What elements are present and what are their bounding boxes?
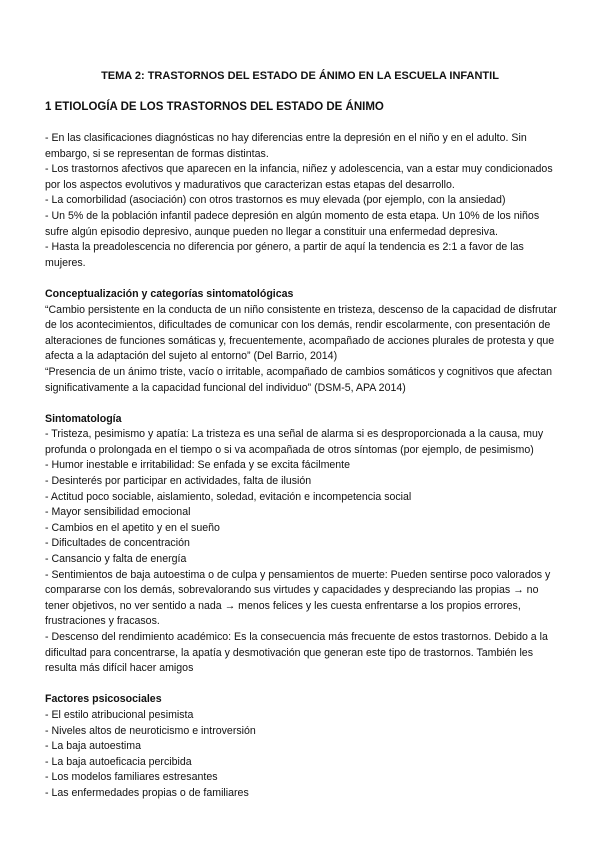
list-item: - Cansancio y falta de energía	[45, 553, 187, 566]
list-item: - Las enfermedades propias o de familiares	[45, 786, 249, 799]
list-item: - Actitud poco sociable, aislamiento, soledad, evitación e incompetencia social	[45, 490, 412, 503]
list-item: - Humor inestable e irritabilidad: Se enfada y se excita fácilmente	[45, 459, 351, 472]
list-item: - Desinterés por participar en actividades, falta de ilusión	[45, 475, 312, 488]
spacer	[45, 677, 560, 693]
list-item: - Los modelos familiares estresantes	[45, 771, 218, 784]
paragraph: - En las clasificaciones diagnósticas no hay diferencias entre la depresión en el niño y en el adulto. Sin embargo, si se representan de formas distintas.	[45, 132, 527, 160]
document-body	[45, 131, 560, 802]
quote-paragraph: “Presencia de un ánimo triste, vacío o irritable, acompañado de cambios somáticos y cognitivos que afectan significativamente a la capacidad funcional del individuo” (DSM-5, APA 2014)	[45, 365, 552, 394]
spacer	[45, 271, 560, 287]
section-heading-factores: Factores psicosociales	[45, 693, 162, 706]
list-item: - Cambios en el apetito y en el sueño	[45, 521, 220, 534]
list-item: - Dificultades de concentración	[45, 537, 190, 550]
section-heading-conceptualizacion: Conceptualización y categorías sintomatológicas	[45, 287, 294, 300]
paragraph: - La comorbilidad (asociación) con otros trastornos es muy elevada (por ejemplo, con la ansiedad)	[45, 194, 506, 207]
list-item: - Sentimientos de baja autoestima o de culpa y pensamientos de muerte: Pueden sentirse poco valorados y compararse con los demás, sobrevalorando sus virtudes y capacidades y despreciando las propias → no tener objetivos, no ver sentido a nada → menos felices y les cuesta enfrentarse a los propios errores, frustraciones y fracasos.	[45, 568, 551, 628]
list-item: - El estilo atribucional pesimista	[45, 708, 194, 721]
paragraph: - Un 5% de la población infantil padece depresión en algún momento de esta etapa. Un 10% de los niños sufre algún episodio depresivo, aunque pueden no llegar a constituir una enfermedad depresiva.	[45, 209, 540, 238]
paragraph: - Los trastornos afectivos que aparecen en la infancia, niñez y adolescencia, van a estar muy condicionados por los aspectos evolutivos y madurativos que caracterizan estas etapas del desarrollo.	[45, 163, 553, 191]
list-item: - Niveles altos de neuroticismo e introversión	[45, 724, 256, 737]
paragraph: - Hasta la preadolescencia no diferencia por género, a partir de aquí la tendencia es 2:1 a favor de las mujeres.	[45, 241, 524, 269]
list-item: - Descenso del rendimiento académico: Es la consecuencia más frecuente de estos trastornos. Debido a la dificultad para concentrarse, la apatía y desmotivación que generan este tipo de trastornos. También les resulta más difícil hacer amigos	[45, 631, 548, 675]
section-heading-etiologia: 1 ETIOLOGÍA DE LOS TRASTORNOS DEL ESTADO DE ÁNIMO	[45, 101, 384, 113]
list-item: - La baja autoestima	[45, 740, 141, 753]
list-item: - Tristeza, pesimismo y apatía: La tristeza es una señal de alarma si es desproporcionada a la causa, muy profunda o prolongada en el tiempo o si va acompañada de otros síntomas (por ejemplo, de pesimismo)	[45, 428, 544, 456]
section-heading-sintomatologia: Sintomatología	[45, 412, 122, 425]
document-title: TEMA 2: TRASTORNOS DEL ESTADO DE ÁNIMO EN LA ESCUELA INFANTIL	[101, 70, 499, 82]
list-item: - Mayor sensibilidad emocional	[45, 506, 191, 519]
spacer	[45, 396, 560, 412]
quote-paragraph: “Cambio persistente en la conducta de un niño consistente en tristeza, descenso de la capacidad de disfrutar de los acontecimientos, dificultades de comunicar con los demás, rendir escolarmente, con presentación de alteraciones de funciones somáticas y, frecuentemente, acompañado de acciones plurales de protesta y que afecta a la adaptación del sujeto al entorno” (Del Barrio, 2014)	[45, 303, 557, 363]
list-item: - La baja autoeficacia percibida	[45, 755, 192, 768]
